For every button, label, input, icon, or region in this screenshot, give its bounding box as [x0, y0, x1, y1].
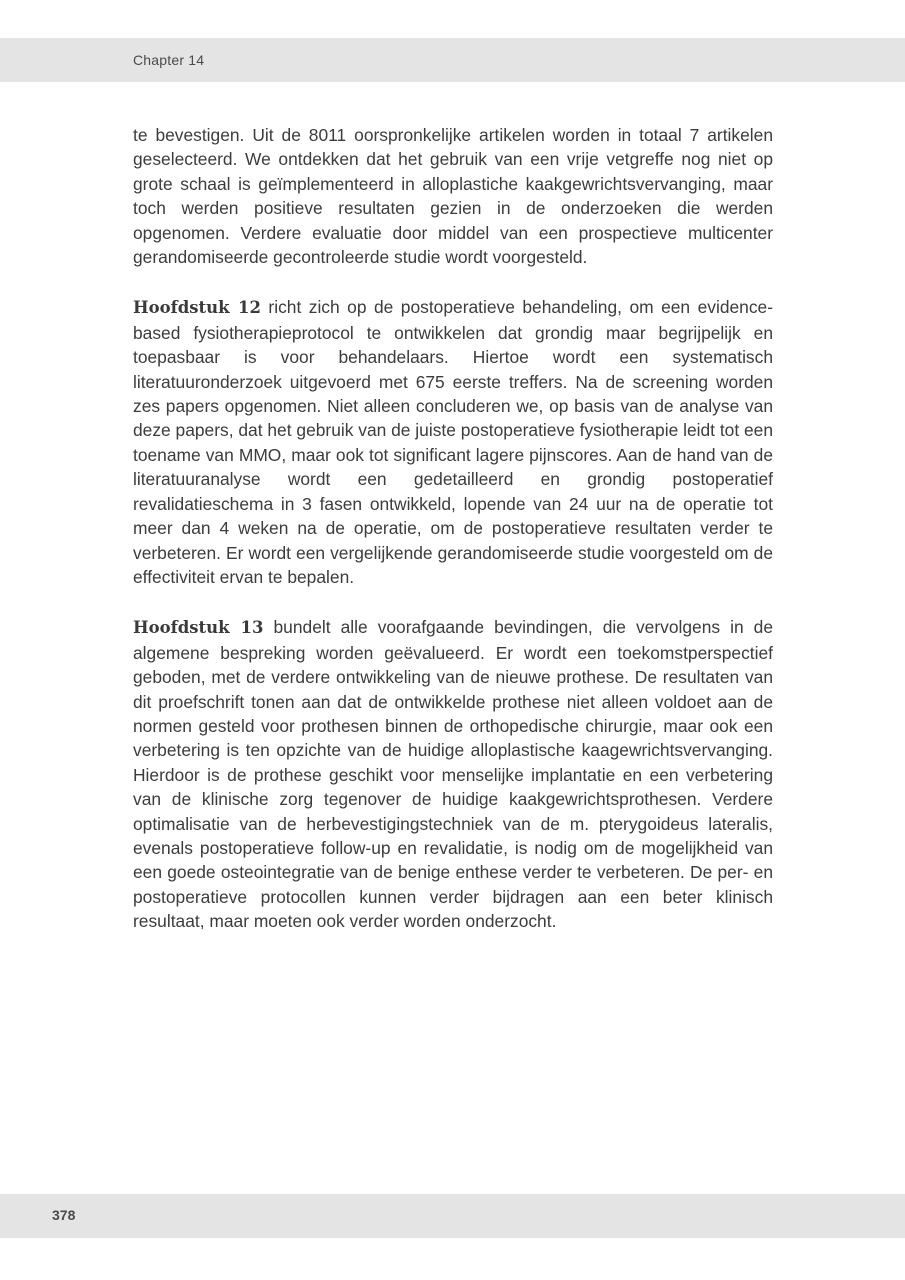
page-footer — [0, 1194, 905, 1238]
page-header — [0, 38, 905, 82]
chapter-12-reference: Hoofdstuk 12 — [133, 298, 261, 318]
paragraph-text: te bevestigen. Uit de 8011 oorspronkelijke artikelen worden in totaal 7 artikelen geselecteerd. We ontdekken dat het gebruik van een vrije vetgreffe nog niet op grote schaal is geïmplementeerd in alloplastiche kaakgewrichtsvervanging, maar toch werden positieve resultaten gezien in de onderzoeken die werden opgenomen. Verdere evaluatie door middel van een prospectieve multicenter gerandomiseerde gecontroleerde studie wordt voorgesteld. — [133, 125, 773, 268]
chapter-13-reference: Hoofdstuk 13 — [133, 618, 264, 638]
paragraph-intro — [133, 123, 773, 269]
paragraph-text: bundelt alle voorafgaande bevindingen, die vervolgens in de algemene bespreking worden geëvalueerd. Er wordt een toekomstperspectief geboden, met de verdere ontwikkeling van de nieuwe prothese. De resultaten van dit proefschrift tonen aan dat de ontwikkelde prothese niet alleen voldoet aan de normen gesteld voor prothesen binnen de orthopedische chirurgie, maar ook een verbetering is ten opzichte van de huidige alloplastische kaagewrichtsvervanging. Hierdoor is de prothese geschikt voor menselijke implantatie en een verbetering van de klinische zorg tegenover de huidige kaakgewrichtsprothesen. Verdere optimalisatie van de herbevestigingstechniek van de m. pterygoideus lateralis, evenals postoperatieve follow-up en revalidatie, is nodig om de mogelijkheid van een goede osteointegratie van de benige enthese verder te verbeteren. De per- en postoperatieve protocollen kunnen verder bijdragen aan een beter klinisch resultaat, maar moeten ook verder worden onderzocht. — [133, 617, 773, 932]
chapter-label: Chapter 14 — [133, 52, 205, 68]
paragraph-chapter-13 — [133, 615, 773, 933]
page-number: 378 — [52, 1207, 76, 1223]
paragraph-chapter-12 — [133, 295, 773, 589]
paragraph-text: richt zich op de postoperatieve behandeling, om een evidence-based fysiotherapieprotocol te ontwikkelen dat grondig maar begrijpelijk en toepasbaar is voor behandelaars. Hiertoe wordt een systematisch literatuuronderzoek uitgevoerd met 675 eerste treffers. Na de screening worden zes papers opgenomen. Niet alleen concluderen we, op basis van de analyse van deze papers, dat het gebruik van de juiste postoperatieve fysiotherapie leidt tot een toename van MMO, maar ook tot significant lagere pijnscores. Aan de hand van de literatuuranalyse wordt een gedetailleerd en grondig postoperatief revalidatieschema in 3 fasen ontwikkeld, lopende van 24 uur na de operatie tot meer dan 4 weken na de operatie, om de postoperatieve resultaten verder te verbeteren. Er wordt een vergelijkende gerandomiseerde studie voorgesteld om de effectiviteit ervan te bepalen. — [133, 297, 774, 587]
body-text — [133, 123, 773, 960]
